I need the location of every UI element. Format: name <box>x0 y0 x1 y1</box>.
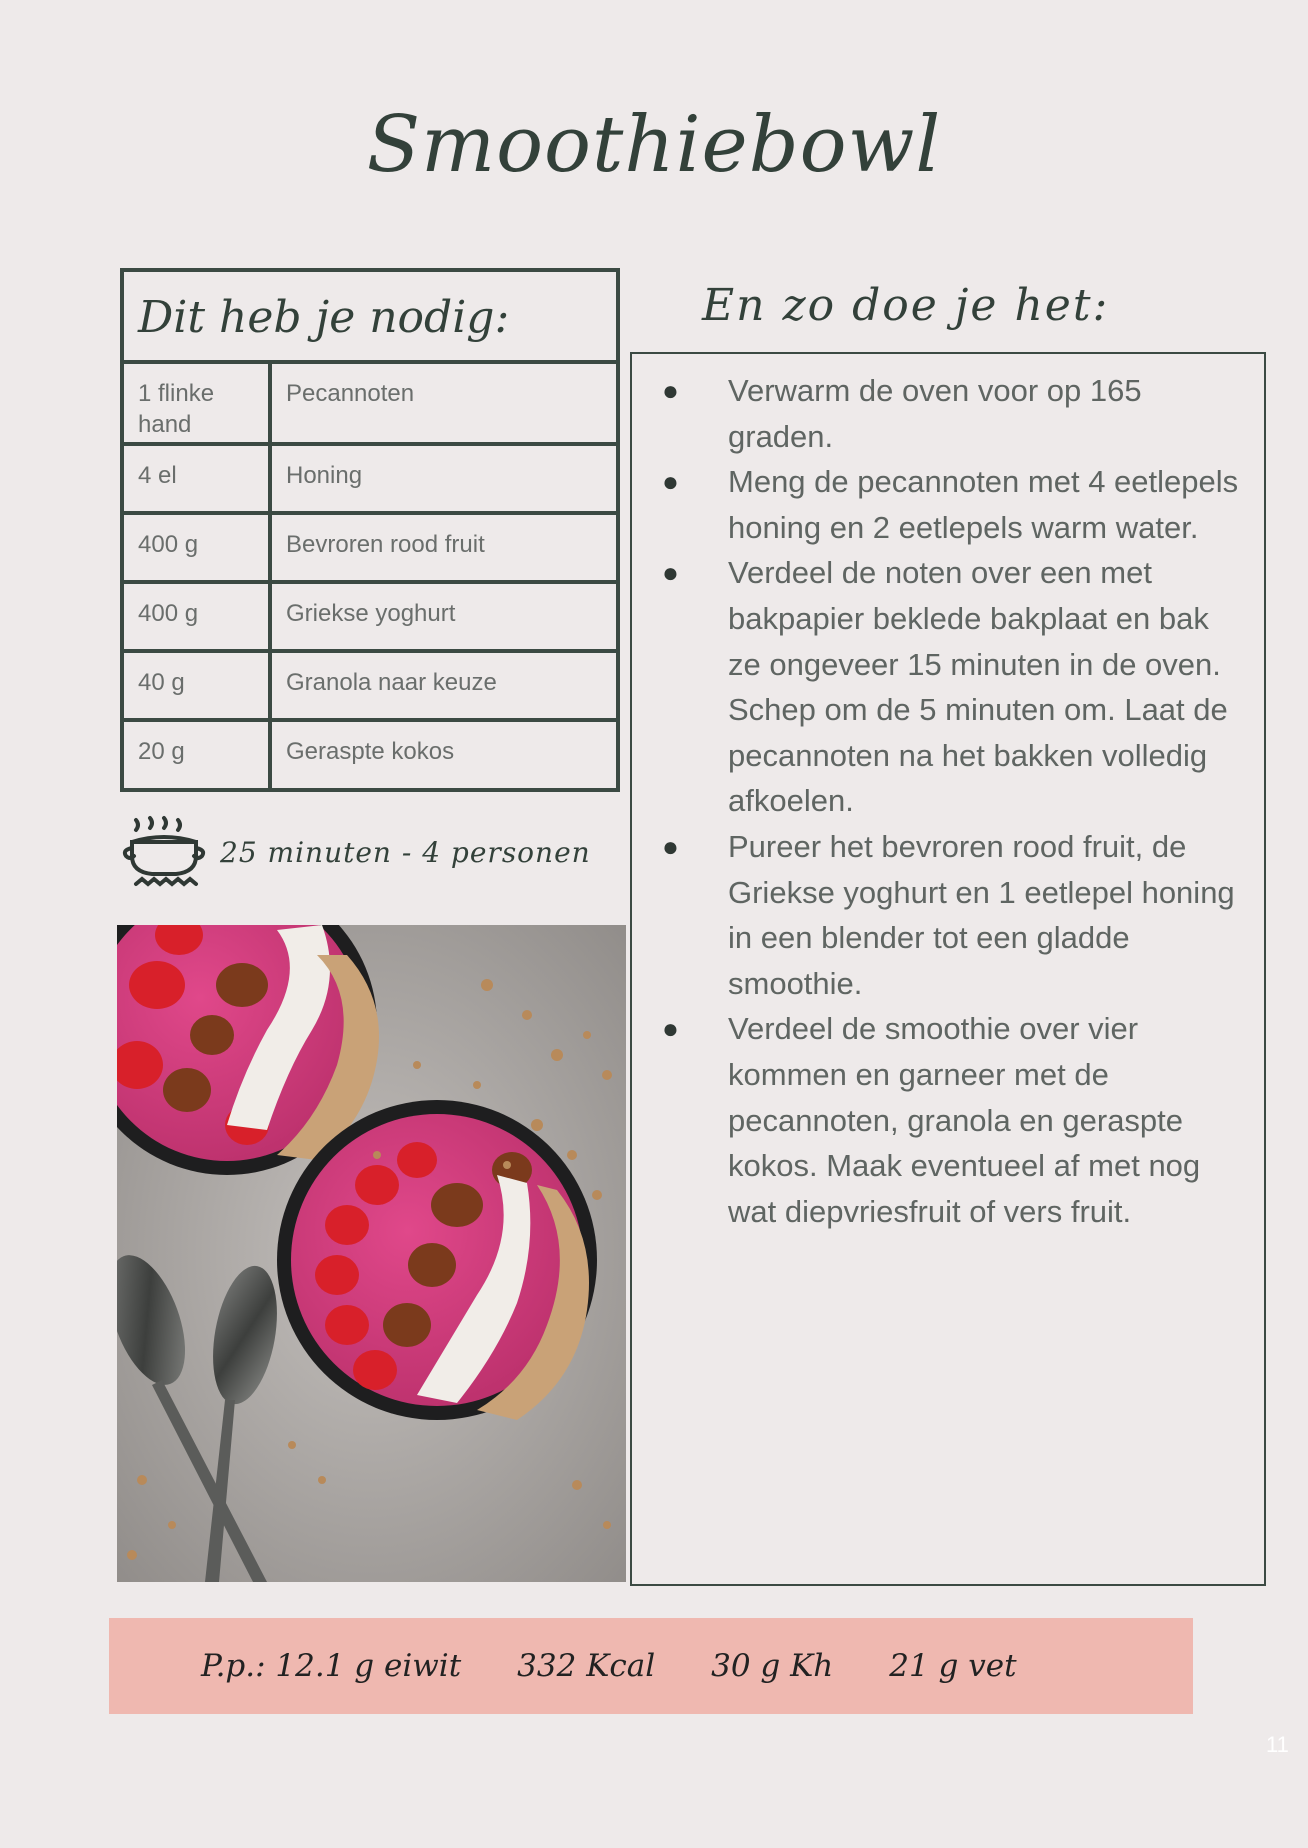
table-row <box>124 515 616 584</box>
ingredients-table <box>120 268 620 792</box>
ingredient-name: Honing <box>286 462 363 489</box>
ingredient-name: Pecannoten <box>286 380 415 407</box>
ingredient-quantity: 4 el <box>124 446 272 511</box>
step-text: Verdeel de noten over een met bakpapier beklede bakplaat en bak ze ongeveer 15 minuten in de oven. Schep om de 5 minuten om. Laat de pecannoten na het bakken volledig afkoelen. <box>728 555 1228 819</box>
nutrition-fat: 21 g vet <box>889 1648 1017 1684</box>
list-item <box>652 459 1246 550</box>
bullet-icon: ● <box>662 557 679 589</box>
steps-title: En zo doe je het: <box>702 280 1110 331</box>
ingredients-header: Dit heb je nodig: <box>124 272 616 364</box>
nutrition-carbs: 30 g Kh <box>711 1648 834 1684</box>
list-item <box>652 550 1246 824</box>
table-row <box>124 722 616 788</box>
ingredient-quantity: 40 g <box>124 653 272 718</box>
table-row <box>124 364 616 446</box>
ingredient-name: Geraspte kokos <box>286 738 455 765</box>
nutrition-bar <box>109 1618 1193 1714</box>
table-row <box>124 653 616 722</box>
smoothiebowl-photo <box>117 925 626 1582</box>
table-row <box>124 446 616 515</box>
step-text: Verdeel de smoothie over vier kommen en garneer met de pecannoten, granola en geraspte kokos. Maak eventueel af met nog wat diepvriesfruit of vers fruit. <box>728 1011 1201 1229</box>
step-text: Meng de pecannoten met 4 eetlepels honing en 2 eetlepels warm water. <box>728 464 1239 545</box>
nutrition-kcal: 332 Kcal <box>517 1648 656 1684</box>
recipe-title: Smoothiebowl <box>366 100 942 190</box>
ingredient-quantity: 1 flinke hand <box>124 364 272 442</box>
step-text: Pureer het bevroren rood fruit, de Griekse yoghurt en 1 eetlepel honing in een blender tot een gladde smoothie. <box>728 828 1235 1001</box>
prep-info <box>120 812 620 892</box>
bullet-icon: ● <box>662 1013 679 1045</box>
list-item <box>652 824 1246 1006</box>
prep-time-servings: 25 minuten - 4 personen <box>220 835 591 869</box>
ingredient-name: Bevroren rood fruit <box>286 531 485 558</box>
step-text: Verwarm de oven voor op 165 graden. <box>728 373 1142 454</box>
steps-box <box>630 352 1266 1586</box>
nutrition-protein: P.p.: 12.1 g eiwit <box>201 1648 462 1684</box>
ingredient-quantity: 20 g <box>124 722 272 788</box>
ingredient-name: Granola naar keuze <box>286 669 497 696</box>
ingredient-name: Griekse yoghurt <box>286 600 456 627</box>
table-row <box>124 584 616 653</box>
ingredient-quantity: 400 g <box>124 584 272 649</box>
ingredient-quantity: 400 g <box>124 515 272 580</box>
list-item <box>652 1006 1246 1234</box>
cooking-pot-icon <box>120 812 208 892</box>
list-item <box>652 368 1246 459</box>
bullet-icon: ● <box>662 375 679 406</box>
smoothiebowl-image <box>117 925 626 1582</box>
bullet-icon: ● <box>662 830 679 862</box>
bullet-icon: ● <box>662 466 679 498</box>
page-number: 11 <box>1266 1732 1289 1757</box>
